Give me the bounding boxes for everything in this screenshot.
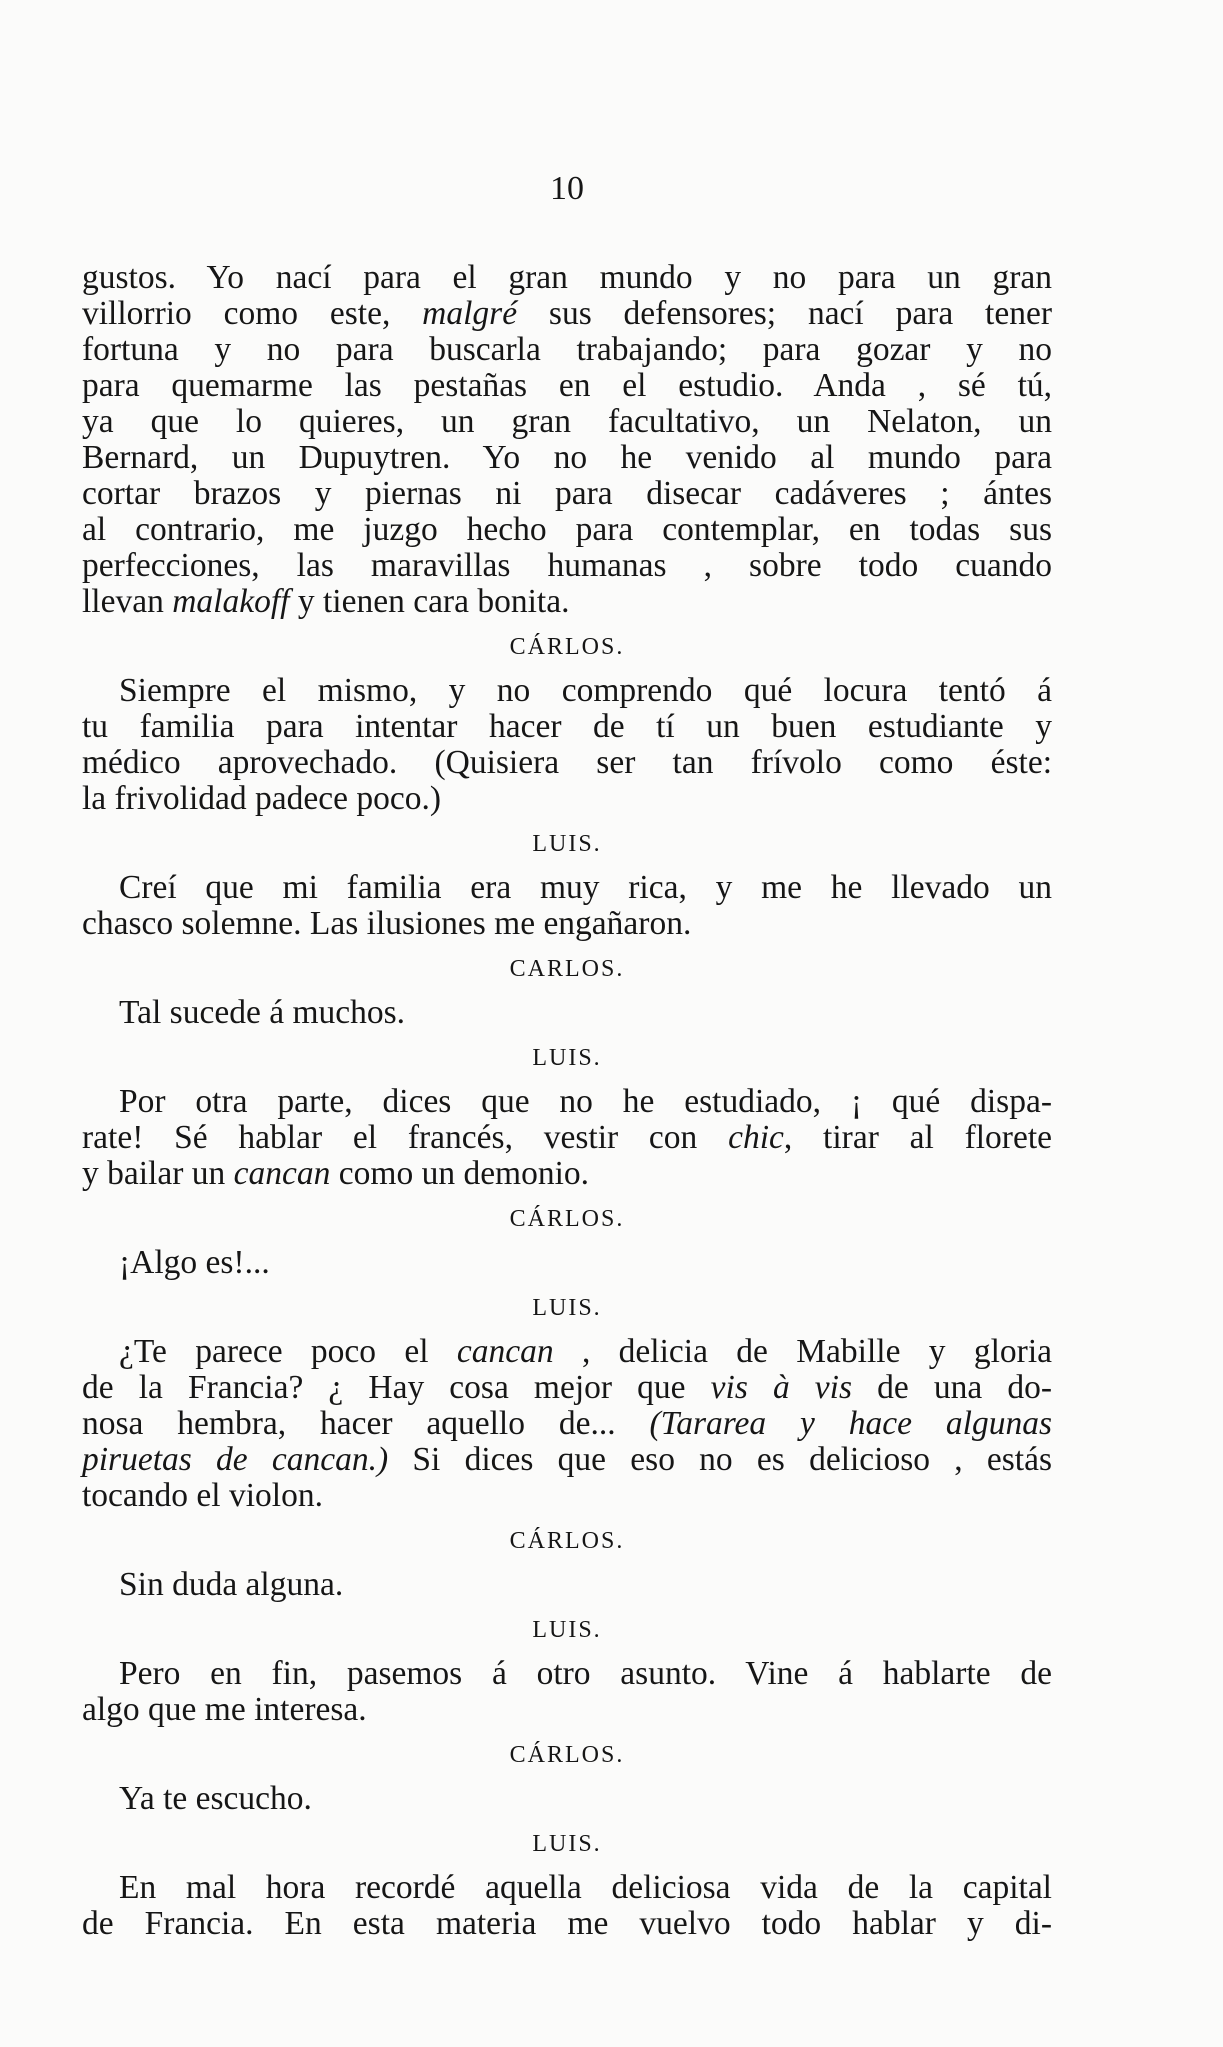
text-line: [82, 1442, 1052, 1478]
text-run: , delicia de Mabille y gloria: [553, 1333, 1053, 1370]
text-run: gustos. Yo nací para el gran mundo y no para un gran: [82, 259, 1052, 296]
speaker-name: CARLOS.: [509, 956, 625, 982]
text-run: la frivolidad padece poco.): [82, 780, 442, 817]
text-line: [82, 870, 1052, 906]
text-run: rate! Sé hablar el francés, vestir con: [82, 1119, 729, 1156]
book-page: [82, 170, 1052, 1942]
text-line: [82, 1781, 1052, 1817]
text-line: [82, 1478, 1052, 1514]
text-line: [82, 1567, 1052, 1603]
dialogue-paragraph: [82, 1334, 1052, 1514]
dialogue-paragraph: [82, 1567, 1052, 1603]
text-line: [82, 512, 1052, 548]
text-run: Ya te escucho.: [119, 1780, 312, 1817]
italic-text: malakoff: [172, 583, 290, 620]
dialogue-paragraph: [82, 260, 1052, 620]
text-run: llevan: [82, 583, 173, 620]
text-line: [82, 584, 1052, 620]
dialogue-paragraph: [82, 870, 1052, 942]
text-run: Si dices que eso no es delicioso , estás: [388, 1441, 1052, 1478]
text-run: nosa hembra, hacer aquello de...: [82, 1405, 650, 1442]
speaker-name: LUIS.: [532, 1617, 602, 1643]
text-line: [82, 1120, 1052, 1156]
text-line: [82, 368, 1052, 404]
text-run: médico aprovechado. (Quisiera ser tan frívolo como éste:: [82, 744, 1052, 781]
speaker-name: LUIS.: [532, 1045, 602, 1071]
dialogue-paragraph: [82, 1245, 1052, 1281]
text-run: Creí que mi familia era muy rica, y me he llevado un: [119, 869, 1052, 906]
dialogue-paragraph: [82, 1084, 1052, 1192]
text-run: Siempre el mismo, y no comprendo qué locura tentó á: [119, 672, 1052, 709]
text-run: ya que lo quieres, un gran facultativo, un Nelaton, un: [82, 403, 1052, 440]
dialogue-paragraph: [82, 1781, 1052, 1817]
text-run: En mal hora recordé aquella deliciosa vida de la capital: [119, 1869, 1052, 1906]
italic-text: (Tararea y hace algunas: [649, 1405, 1052, 1442]
text-run: tu familia para intentar hacer de tí un buen estudiante y: [82, 708, 1052, 745]
dialogue-paragraph: [82, 1656, 1052, 1728]
text-run: de la Francia? ¿ Hay cosa mejor que: [82, 1369, 711, 1406]
text-line: [82, 1870, 1052, 1906]
text-run: Tal sucede á muchos.: [119, 994, 406, 1031]
italic-text: chic: [728, 1119, 784, 1156]
text-run: algo que me interesa.: [82, 1691, 367, 1728]
text-line: [82, 673, 1052, 709]
text-run: como un demonio.: [330, 1155, 590, 1192]
text-line: [82, 440, 1052, 476]
dialogue-text: [82, 260, 1052, 1942]
text-run: fortuna y no para buscarla trabajando; para gozar y no: [82, 331, 1052, 368]
text-line: [82, 995, 1052, 1031]
text-line: [82, 781, 1052, 817]
text-line: [82, 1084, 1052, 1120]
text-line: [82, 1245, 1052, 1281]
dialogue-paragraph: [82, 995, 1052, 1031]
text-run: ¿Te parece poco el: [119, 1333, 457, 1370]
text-run: de una do-: [852, 1369, 1052, 1406]
text-run: de Francia. En esta materia me vuelvo todo hablar y di-: [82, 1905, 1052, 1942]
text-line: [82, 906, 1052, 942]
speaker-name: LUIS.: [532, 831, 602, 857]
text-line: [82, 1370, 1052, 1406]
text-line: [82, 1156, 1052, 1192]
dialogue-paragraph: [82, 1870, 1052, 1942]
speaker-name: CÁRLOS.: [509, 634, 625, 660]
text-run: cortar brazos y piernas ni para disecar cadáveres ; ántes: [82, 475, 1052, 512]
text-run: villorrio como este,: [82, 295, 423, 332]
text-run: para quemarme las pestañas en el estudio. Anda , sé tú,: [82, 367, 1052, 404]
text-run: sus defensores; nací para tener: [517, 295, 1052, 332]
italic-text: piruetas de cancan.): [82, 1441, 389, 1478]
text-run: , tirar al florete: [783, 1119, 1052, 1156]
text-run: al contrario, me juzgo hecho para contemplar, en todas sus: [82, 511, 1052, 548]
text-line: [82, 332, 1052, 368]
text-run: ¡Algo es!...: [119, 1244, 270, 1281]
text-line: [82, 1656, 1052, 1692]
italic-text: malgré: [422, 295, 518, 332]
dialogue-paragraph: [82, 673, 1052, 817]
italic-text: cancan: [233, 1155, 331, 1192]
italic-text: cancan: [456, 1333, 554, 1370]
text-run: y bailar un: [82, 1155, 234, 1192]
text-line: [82, 548, 1052, 584]
speaker-name: LUIS.: [532, 1295, 602, 1321]
text-run: tocando el violon.: [82, 1477, 323, 1514]
text-line: [82, 260, 1052, 296]
text-run: Bernard, un Dupuytren. Yo no he venido al mundo para: [82, 439, 1052, 476]
text-run: Por otra parte, dices que no he estudiado, ¡ qué dispa-: [119, 1083, 1052, 1120]
text-run: Pero en fin, pasemos á otro asunto. Vine á hablarte de: [119, 1655, 1052, 1692]
italic-text: vis à vis: [710, 1369, 853, 1406]
speaker-name: CÁRLOS.: [509, 1742, 625, 1768]
text-run: chasco solemne. Las ilusiones me engañaron.: [82, 905, 692, 942]
speaker-name: CÁRLOS.: [509, 1206, 625, 1232]
text-line: [82, 476, 1052, 512]
text-line: [82, 1334, 1052, 1370]
text-line: [82, 745, 1052, 781]
speaker-name: CÁRLOS.: [509, 1528, 625, 1554]
text-line: [82, 1406, 1052, 1442]
text-run: Sin duda alguna.: [119, 1566, 344, 1603]
text-line: [82, 709, 1052, 745]
text-line: [82, 1692, 1052, 1728]
text-run: perfecciones, las maravillas humanas , sobre todo cuando: [82, 547, 1052, 584]
text-line: [82, 404, 1052, 440]
speaker-name: LUIS.: [532, 1831, 602, 1857]
text-line: [82, 296, 1052, 332]
text-line: [82, 1906, 1052, 1942]
page-number: 10: [550, 170, 584, 207]
text-run: y tienen cara bonita.: [289, 583, 570, 620]
